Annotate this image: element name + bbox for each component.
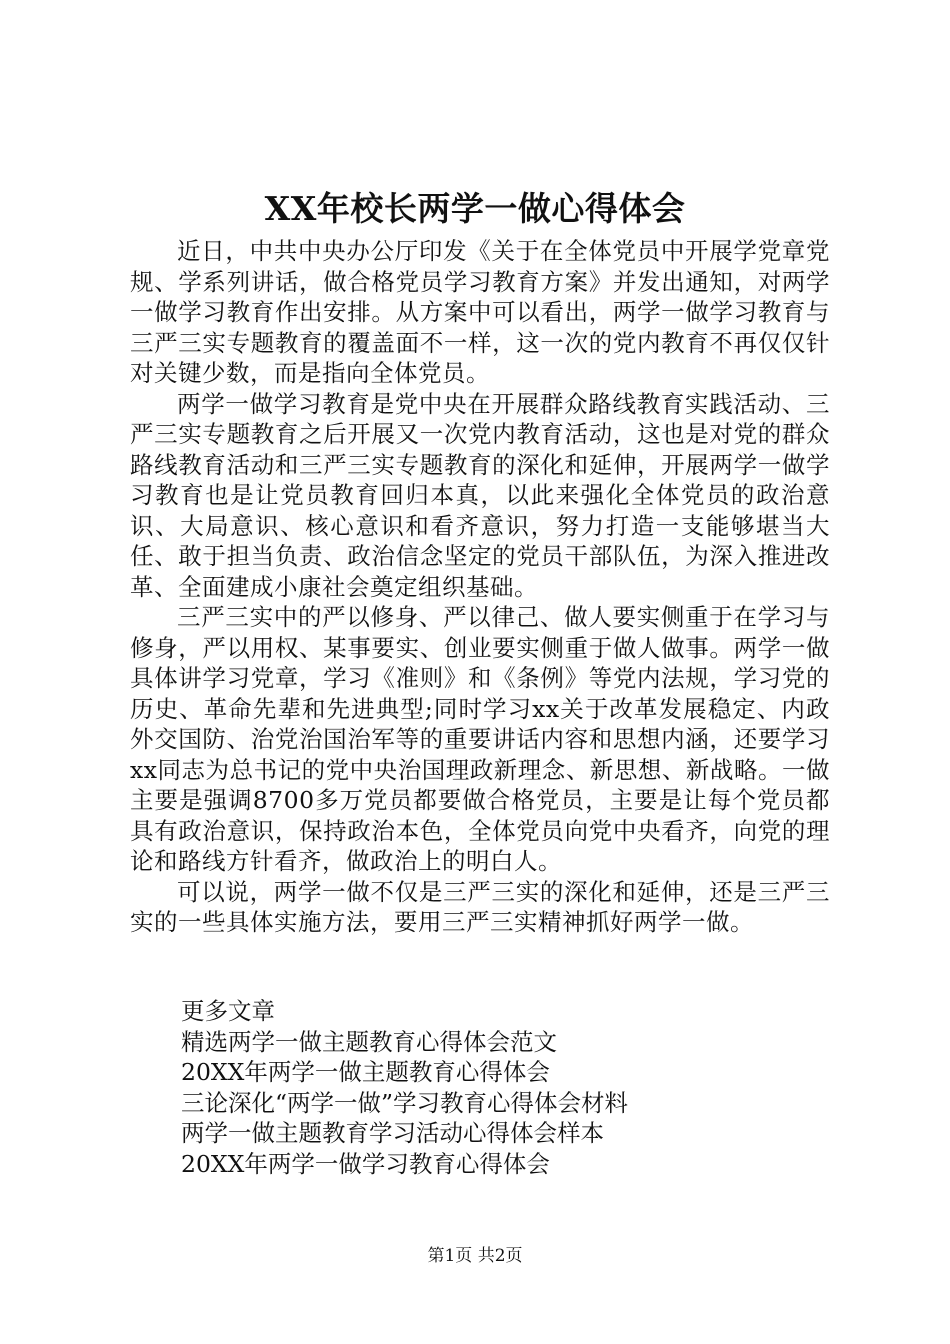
paragraph-4: 可以说，两学一做不仅是三严三实的深化和延伸，还是三严三实的一些具体实施方法，要用三严三实精神抓好两学一做。 [130,877,830,936]
more-article-link[interactable]: 两学一做主题教育学习活动心得体会样本 [181,1119,604,1147]
more-article-link[interactable]: 三论深化“两学一做”学习教育心得体会材料 [181,1088,629,1117]
more-article-link[interactable]: 20XX年两学一做学习教育心得体会 [181,1149,550,1178]
page-footer: 第1页 共2页 [427,1246,523,1266]
paragraph-3: 三严三实中的严以修身、严以律己、做人要实侧重于在学习与修身，严以用权、某事要实、创业要实侧重于做人做事。两学一做具体讲学习党章，学习《准则》和《条例》等党内法规，学习党的历史、革命先辈和先进典型;同时学习xx关于改革发展稳定、内政外交国防、治党治国治军等的重要讲话内容和思想内涵，还要学习xx同志为总书记的党中央治国理政新理念、新思想、新战略。一做主要是强调8700多万党员都要做合格党员，主要是让每个党员都具有政治意识，保持政治本色，全体党员向党中央看齐，向党的理论和路线方针看齐，做政治上的明白人。 [130,603,830,875]
document-body [130,236,830,938]
more-article-link[interactable]: 20XX年两学一做主题教育心得体会 [181,1058,550,1086]
paragraph-1: 近日，中共中央办公厅印发《关于在全体党员中开展学党章党规、学系列讲话，做合格党员学习教育方案》并发出通知，对两学一做学习教育作出安排。从方案中可以看出，两学一做学习教育与三严三实专题教育的覆盖面不一样，这一次的党内教育不再仅仅针对关键少数，而是指向全体党员。 [130,237,830,387]
more-article-link[interactable]: 精选两学一做主题教育心得体会范文 [181,1027,557,1056]
paragraph-2: 两学一做学习教育是党中央在开展群众路线教育实践活动、三严三实专题教育之后开展又一次党内教育活动，这也是对党的群众路线教育活动和三严三实专题教育的深化和延伸，开展两学一做学习教育也是让党员教育回归本真，以此来强化全体党员的政治意识、大局意识、核心意识和看齐意识，努力打造一支能够堪当大任、敢于担当负责、政治信念坚定的党员干部队伍，为深入推进改革、全面建成小康社会奠定组织基础。 [130,389,830,601]
more-articles-heading: 更多文章 [181,997,275,1025]
document-title: XX年校长两学一做心得体会 [264,189,686,228]
more-articles-section [181,996,628,1179]
